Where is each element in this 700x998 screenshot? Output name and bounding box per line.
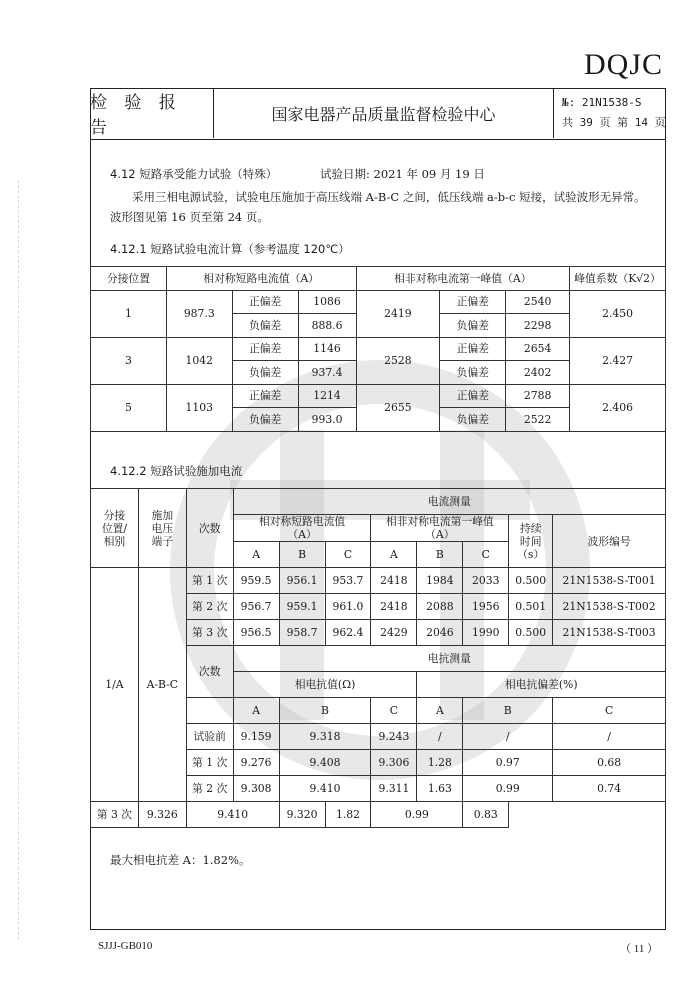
header-asym-current [371,515,509,542]
label-neg-dev: 负偏差 [232,314,298,338]
cell-asym: 2655 [356,384,440,431]
header-tap-line: 分接 [103,508,126,522]
react-value: 9.308 [233,776,279,802]
header-terminal [138,489,186,568]
header-phase-c: C [325,542,371,568]
calc-header-row [91,267,666,291]
applied-table [90,488,666,828]
cell-sym: 987.3 [166,290,232,337]
react-dev: 1.82 [325,802,371,828]
shot-number: 第 1 次 [186,568,233,594]
cell-sym-pos: 1086 [298,290,356,314]
header-react-value: 相电抗值(Ω) [233,672,417,698]
cell-tap: 5 [91,384,167,431]
react-label: 第 1 次 [186,750,233,776]
cell-value: 0.500 [509,568,553,594]
calc-row [91,384,666,408]
report-header [90,88,666,140]
header-dur-line: 时间 [519,534,542,548]
header-dur-line: 持续 [519,521,542,535]
header-phase-b: B [279,698,371,724]
react-label: 第 2 次 [186,776,233,802]
wave-id: 21N1538-S-T002 [553,594,666,620]
cell-sym-neg: 888.6 [298,314,356,338]
page-number: （ 11 ） [620,943,659,955]
cell-asym: 2419 [356,290,440,337]
cell-value: 2418 [371,594,417,620]
react-value: 9.410 [279,776,371,802]
cell-asym-neg: 2298 [506,314,570,338]
cell-value: 961.0 [325,594,371,620]
header-tap-phase [91,489,139,568]
calc-row [91,337,666,361]
label-neg-dev: 负偏差 [440,314,506,338]
cell-peak: 2.427 [570,337,666,384]
react-dev: 1.28 [417,750,463,776]
header-phase-a: A [371,542,417,568]
react-value: 9.306 [371,750,417,776]
react-value: 9.243 [371,724,417,750]
cell-value: 1956 [463,594,509,620]
label-neg-dev: 负偏差 [232,361,298,385]
wave-id: 21N1538-S-T003 [553,620,666,646]
cell-value: 1990 [463,620,509,646]
shot-number: 第 2 次 [186,594,233,620]
react-value: 9.318 [279,724,371,750]
cell-value: 0.501 [509,594,553,620]
label-neg-dev: 负偏差 [232,408,298,432]
header-sym-current [233,515,371,542]
cell-tap: 3 [91,337,167,384]
header-duration [509,515,553,568]
react-dev: / [417,724,463,750]
react-dev: 0.99 [371,802,463,828]
header-term-line: 电压 [151,521,174,535]
react-value: 9.311 [371,776,417,802]
header-current: 电流测量 [233,489,665,515]
header-phase-c: C [553,698,666,724]
header-phase-b: B [279,542,325,568]
cell-value: 0.500 [509,620,553,646]
cell-value: 1984 [417,568,463,594]
header-react-dev: 相电抗偏差(%) [417,672,666,698]
section-desc-line2: 波形图见第 16 页至第 24 页。 [110,210,269,224]
cell-value: 959.5 [233,568,279,594]
header-wave: 波形编号 [553,515,666,568]
react-dev: 0.99 [463,776,553,802]
header-peak: 峰值系数（K√2） [570,267,666,291]
wave-id: 21N1538-S-T001 [553,568,666,594]
header-react-times: 次数 [186,646,233,698]
header-dur-line: （s） [517,547,545,561]
section-title: 4.12 短路承受能力试验（特殊） [110,167,278,181]
react-dev: / [463,724,553,750]
react-value: 9.410 [186,802,279,828]
react-value: 9.320 [279,802,325,828]
shot-row [91,568,666,594]
cell-asym-neg: 2522 [506,408,570,432]
cell-value: 2429 [371,620,417,646]
header-phase-a: A [233,698,279,724]
header-phase-a: A [233,542,279,568]
header-phase-c: C [463,542,509,568]
brand-mark: DQJC [584,48,664,81]
applied-header-row-1 [91,489,666,515]
calc-title: 4.12.1 短路试验电流计算（参考温度 120℃） [110,242,350,256]
calc-row [91,290,666,314]
report-number: №: 21N1538-S [562,96,642,109]
cell-sym: 1103 [166,384,232,431]
header-phase-a: A [417,698,463,724]
react-value: 9.326 [138,802,186,828]
cell-value: 2033 [463,568,509,594]
header-asym-line: （A） [425,528,455,541]
header-reactance: 电抗测量 [233,646,665,672]
cell-asym-pos: 2540 [506,290,570,314]
header-times: 次数 [186,489,233,568]
header-asym-line: 相非对称电流第一峰值 [385,515,494,528]
cell-value: 962.4 [325,620,371,646]
react-value: 9.159 [233,724,279,750]
header-asym: 相非对称电流第一峰值（A） [356,267,570,291]
cell-value: 2088 [417,594,463,620]
react-dev: / [553,724,666,750]
react-value: 9.408 [279,750,371,776]
react-blank [186,698,233,724]
tap-value: 1/A [91,568,139,802]
react-dev: 0.74 [553,776,666,802]
cell-asym-pos: 2654 [506,337,570,361]
cell-sym-neg: 937.4 [298,361,356,385]
terminal-value: A-B-C [138,568,186,802]
react-label: 试验前 [186,724,233,750]
applied-title: 4.12.2 短路试验施加电流 [110,464,243,478]
header-tap: 分接位置 [91,267,167,291]
cell-tap: 1 [91,290,167,337]
cell-value: 956.7 [233,594,279,620]
label-pos-dev: 正偏差 [232,337,298,361]
label-pos-dev: 正偏差 [440,290,506,314]
cell-value: 958.7 [279,620,325,646]
cell-value: 953.7 [325,568,371,594]
report-label: 检 验 报 告 [90,88,214,138]
binding-margin-line [18,180,19,940]
cell-value: 2418 [371,568,417,594]
cell-sym-neg: 993.0 [298,408,356,432]
header-tap-line: 位置/ [101,521,128,535]
header-sym-line: 相对称短路电流值 [258,515,346,528]
react-dev: 1.63 [417,776,463,802]
shot-number: 第 3 次 [186,620,233,646]
cell-value: 959.1 [279,594,325,620]
max-reactance-dev: 最大相电抗差 A：1.82%。 [110,853,251,867]
react-dev: 0.83 [463,802,509,828]
center-name: 国家电器产品质量监督检验中心 [214,88,554,138]
label-pos-dev: 正偏差 [440,337,506,361]
header-phase-c: C [371,698,417,724]
label-pos-dev: 正偏差 [440,384,506,408]
header-sym-line: （A） [287,528,317,541]
calc-table [90,266,666,432]
cell-value: 956.1 [279,568,325,594]
test-date: 试验日期: 2021 年 09 月 19 日 [320,167,485,181]
reactance-row [91,802,666,828]
cell-asym: 2528 [356,337,440,384]
cell-asym-neg: 2402 [506,361,570,385]
header-sym: 相对称短路电流值（A） [166,267,356,291]
cell-asym-pos: 2788 [506,384,570,408]
label-neg-dev: 负偏差 [440,361,506,385]
page-count: 共 39 页 第 14 页 [562,116,666,129]
label-pos-dev: 正偏差 [232,384,298,408]
cell-sym-pos: 1214 [298,384,356,408]
header-term-line: 端子 [151,534,174,548]
react-label: 第 3 次 [91,802,139,828]
header-term-line: 施加 [151,508,174,522]
cell-value: 956.5 [233,620,279,646]
cell-peak: 2.450 [570,290,666,337]
label-neg-dev: 负偏差 [440,408,506,432]
section-desc-line1: 采用三相电源试验，试验电压施加于高压线端 A-B-C 之间，低压线端 a-b-c 短接，试验波形无异常。 [132,190,646,204]
react-dev: 0.97 [463,750,553,776]
label-pos-dev: 正偏差 [232,290,298,314]
report-id-block [554,88,664,138]
header-tap-line: 相别 [103,534,126,548]
react-value: 9.276 [233,750,279,776]
react-dev: 0.68 [553,750,666,776]
form-code: SJJJ-GB010 [98,940,153,952]
cell-peak: 2.406 [570,384,666,431]
cell-value: 2046 [417,620,463,646]
cell-sym-pos: 1146 [298,337,356,361]
cell-sym: 1042 [166,337,232,384]
header-phase-b: B [417,542,463,568]
header-phase-b: B [463,698,553,724]
